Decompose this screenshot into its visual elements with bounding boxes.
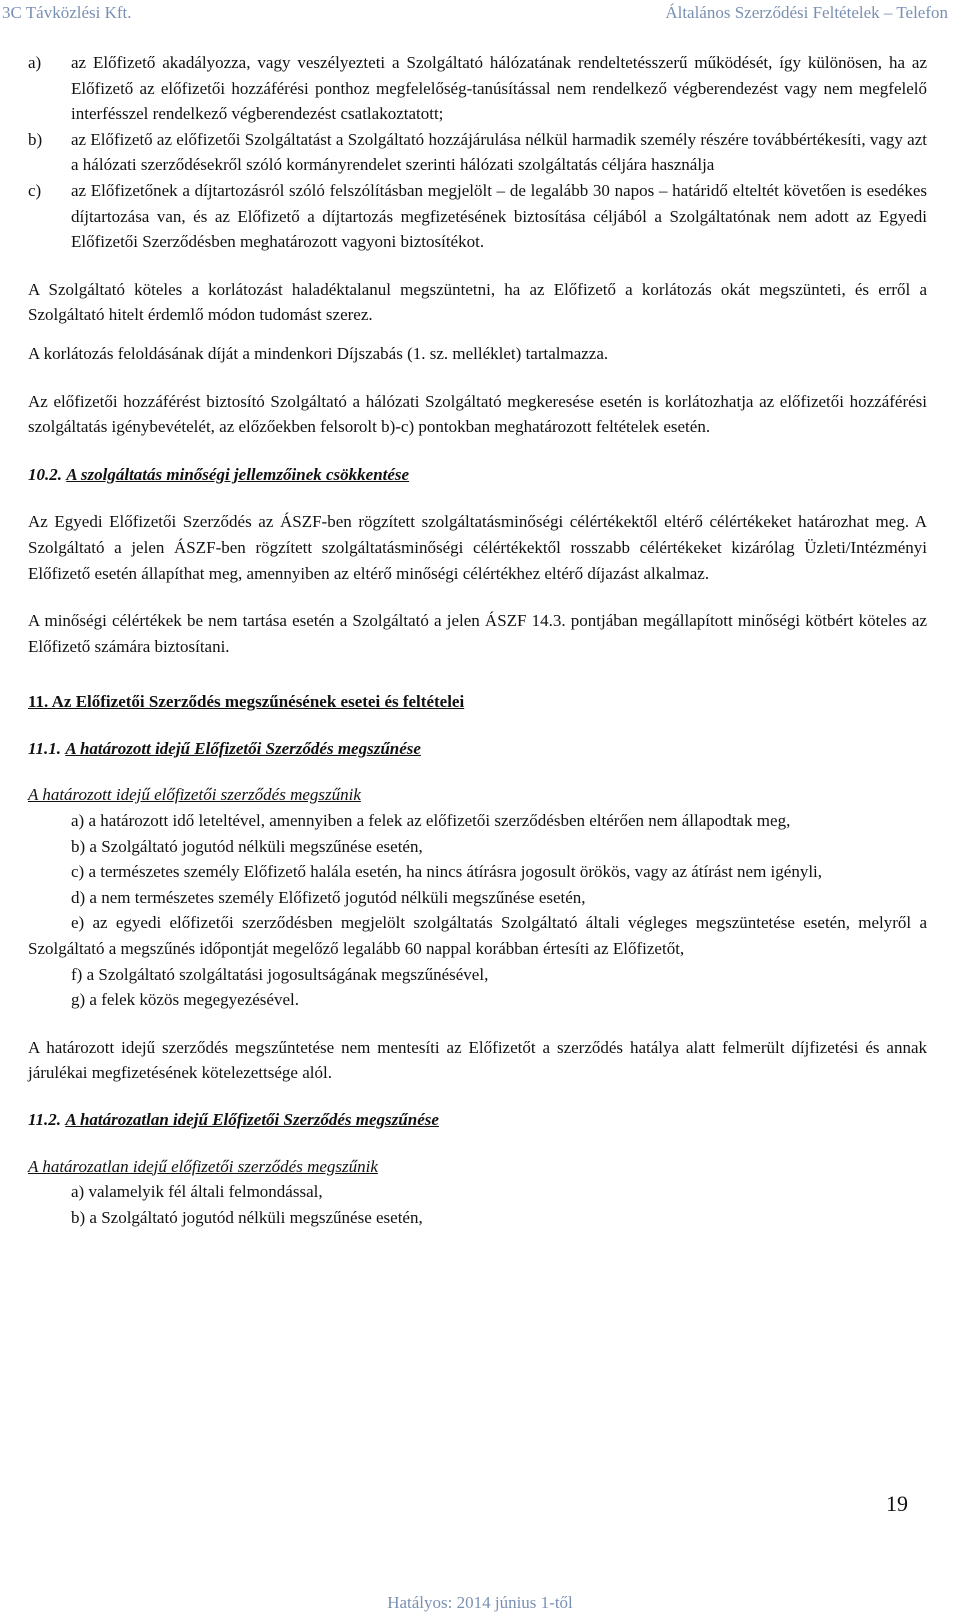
page-number: 19 [886,1491,908,1516]
list-item-label: c) [28,180,42,200]
section-number: 11.1. [28,738,62,758]
section-number: 10.2. [28,464,62,484]
header-company: 3C Távközlési Kft. [2,3,132,22]
section-heading-11-1 [28,736,927,762]
list-item: g) a felek közös megegyezésével. [71,990,299,1010]
section-title: 11. Az Előfizetői Szerződés megszűnésének esetei és feltételei [28,692,465,712]
list-item: d) a nem természetes személy Előfizető jogutód nélküli megszűnése esetén, [71,887,586,907]
list-item: c) a természetes személy Előfizető halála esetén, ha nincs átírásra jogosult örökös, vagy az átírást nem igényli, [71,862,823,882]
list-item: a) valamelyik fél általi felmondással, [71,1182,323,1202]
list-item-text: az Előfizető akadályozza, vagy veszélyezteti a Szolgáltató hálózatának rendeltetésszerű működését, így különösen, ha az Előfizető az előfizetői hozzáférési ponthoz megfelelőség-tanúsítással nem rendelkező végberendezést vagy nem megfelelő interfésszel rendelkező végberendezést csatlakoztatott; [71,53,927,124]
paragraph: A Szolgáltató köteles a korlátozást haladéktalanul megszüntetni, ha az Előfizető a korlátozás okát megszünteti, és erről a Szolgáltató hitelt érdemlő módon tudomást szerez. [28,279,927,325]
list-item: b) a Szolgáltató jogutód nélküli megszűnése esetén, [71,1207,423,1227]
section-heading-10-2 [28,462,927,488]
paragraph: A minőségi célértékek be nem tartása esetén a Szolgáltató a jelen ÁSZF 14.3. pontjában megállapított minőségi kötbért köteles az Előfizető számára biztosítani. [28,611,927,656]
paragraph: Az előfizetői hozzáférést biztosító Szolgáltató a hálózati Szolgáltató megkeresése esetén is korlátozhatja az előfizetői hozzáférési szolgáltatás igénybevételét, az előzőekben felsorolt b)-c) pontokban meghatározott feltételek esetén. [28,391,927,437]
list-item: e) az egyedi előfizetői szerződésben megjelölt szolgáltatás Szolgáltató általi végleges megszüntetése esetén, melyről a Szolgáltató a megszűnés időpontját megelőző legalább 60 nappal korábban értesíti az Előfizetőt, [28,913,927,959]
footer-effective-date: Hatályos: 2014 június 1-től [387,1593,573,1612]
list-item-label: b) [28,129,43,149]
paragraph: A határozott idejű szerződés megszűntetése nem mentesíti az Előfizetőt a szerződés hatálya alatt felmerült díjfizetési és annak járulékai megfizetésének kötelezettsége alól. [28,1037,927,1083]
list-item-label: a) [28,53,42,72]
list-item: b) a Szolgáltató jogutód nélküli megszűnése esetén, [71,836,423,856]
list-item-text: az Előfizetőnek a díjtartozásról szóló felszólításban megjelölt – de legalább 30 napos – határidő elteltét követően is esedékes díjtartozása van, és az Előfizető a díjtartozás megfizetésének biztosítása céljából a Szolgáltatónak nem adott az Egyedi Előfizetői Szerződésben meghatározott vagyoni biztosítékot. [71,180,927,252]
document-body [28,50,927,1230]
list-item [28,50,927,127]
paragraph: A korlátozás feloldásának díját a mindenkori Díjszabás (1. sz. melléklet) tartalmazza. [28,343,609,363]
list-item-text: az Előfizető az előfizetői Szolgáltatást a Szolgáltató hozzájárulása nélkül harmadik személy részére továbbértékesíti, vagy azt a hálózati szerződésekről szóló kormányrendelet szerinti hálózati szolgáltatás céljára használja [71,129,927,175]
list-item [28,178,927,255]
list-item: a) a határozott idő leteltével, amennyiben a felek az előfizetői szerződésben eltérően nem állapodtak meg, [71,811,791,831]
header-document-title: Általános Szerződési Feltételek – Telefon [665,3,948,22]
section-heading-11-2 [28,1107,927,1133]
paragraph: Az Egyedi Előfizetői Szerződés az ÁSZF-ben rögzített szolgáltatásminőségi célértékektől eltérő célértékeket határozhat meg. A Szolgáltató a jelen ÁSZF-ben rögzített szolgáltatásminőségi célértékektől rosszabb célértékeket kizárólag Üzleti/Intézményi Előfizető esetén állapíthat meg, amennyiben az eltérő minőségi célértékhez eltérő díjazást alkalmaz. [28,512,927,583]
list-item [28,127,927,178]
list-item: f) a Szolgáltató szolgáltatási jogosultságának megszűnésével, [71,964,489,984]
section-title: A határozatlan idejű Előfizetői Szerződés megszűnése [65,1110,439,1129]
subheading: A határozatlan idejű előfizetői szerződés megszűnik [28,1156,378,1176]
section-title: A szolgáltatás minőségi jellemzőinek csökkentése [66,464,410,484]
section-heading-11 [28,689,927,715]
subheading: A határozott idejű előfizetői szerződés megszűnik [28,785,361,805]
section-title: A határozott idejű Előfizetői Szerződés megszűnése [65,738,421,758]
section-number: 11.2. [28,1110,62,1129]
